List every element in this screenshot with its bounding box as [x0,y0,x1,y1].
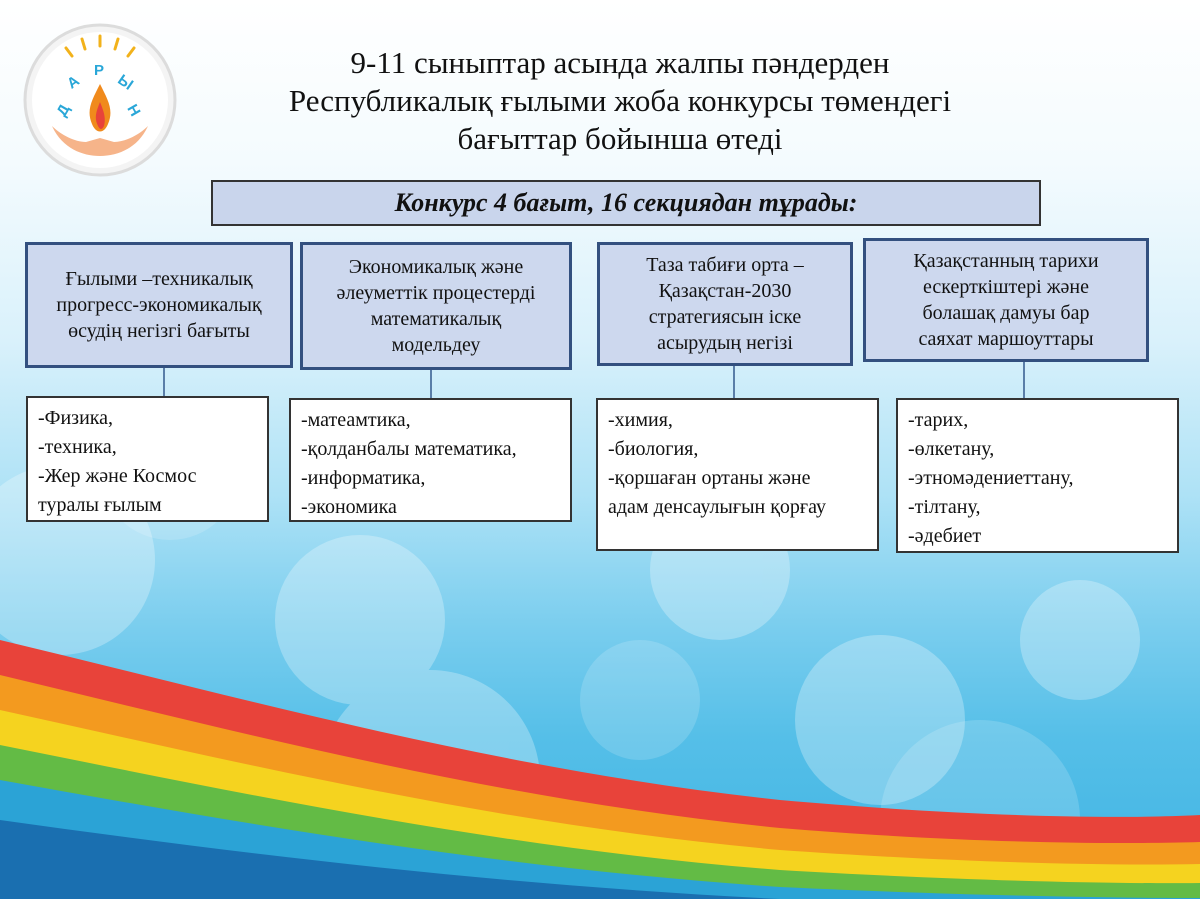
direction-line: модельдеу [391,334,481,356]
direction-line: болашақ дамуы бар [922,302,1090,324]
sections-box-1 [26,396,269,522]
direction-line: ескерткіштері және [923,276,1089,298]
section-item: -Физика, [38,407,114,429]
logo-letter: А [64,72,83,93]
section-item: -тілтану, [908,496,981,518]
direction-box-1 [25,242,293,368]
title-line: Республикалық ғылыми жоба конкурсы төмендегі [288,83,952,118]
banner-text: Конкурс 4 бағыт, 16 секциядан тұрады: [394,188,858,217]
section-item: -Жер және Космос [38,465,197,487]
connector-line [1023,362,1025,398]
section-item: туралы ғылым [38,494,162,516]
title-line: 9-11 сыныптар асында жалпы пәндерден [350,45,890,80]
direction-line: прогресс-экономикалық [56,294,262,316]
section-item: -әдебиет [908,525,982,547]
logo-letter: Р [94,62,105,79]
section-item: -этномәдениеттану, [908,467,1074,489]
section-item: -биология, [608,438,699,460]
contest-summary-banner [211,180,1041,226]
page-title [250,44,990,158]
sections-box-3 [596,398,879,551]
direction-line: математикалық [370,308,502,330]
direction-box-2 [300,242,572,370]
logo-letter: Н [123,101,144,120]
logo-letter: Д [53,101,74,120]
daryn-logo [22,22,178,178]
connector-line [733,366,735,398]
section-item: -техника, [38,436,117,458]
direction-line: Қазақстанның тарихи [913,250,1099,272]
direction-line: өсудің негізгі бағыты [68,320,250,342]
section-item: -матеамтика, [301,409,411,431]
sections-box-2 [289,398,572,522]
section-item: -өлкетану, [908,438,995,460]
direction-line: Қазақстан-2030 [658,280,792,302]
section-item: адам денсаулығын қорғау [608,496,826,518]
connector-line [430,370,432,398]
direction-line: асырудың негізі [657,332,793,354]
section-item: -информатика, [301,467,426,489]
direction-line: Ғылыми –техникалық [65,268,253,290]
section-item: -экономика [301,496,397,518]
direction-box-4 [863,238,1149,362]
direction-line: Экономикалық және [348,256,524,278]
sections-box-4 [896,398,1179,553]
section-item: -қолданбалы математика, [301,438,517,460]
section-item: -тарих, [908,409,969,431]
logo-letter: Ы [114,71,137,94]
connector-line [163,368,165,396]
title-line: бағыттар бойынша өтеді [457,121,783,156]
direction-line: саяхат маршоуттары [918,328,1094,350]
direction-line: Таза табиғи орта – [646,254,804,276]
section-item: -химия, [608,409,673,431]
direction-box-3 [597,242,853,366]
direction-line: стратегиясын іске [648,306,802,328]
section-item: -қоршаған ортаны және [608,467,811,489]
direction-line: әлеуметтік процестерді [336,282,536,304]
